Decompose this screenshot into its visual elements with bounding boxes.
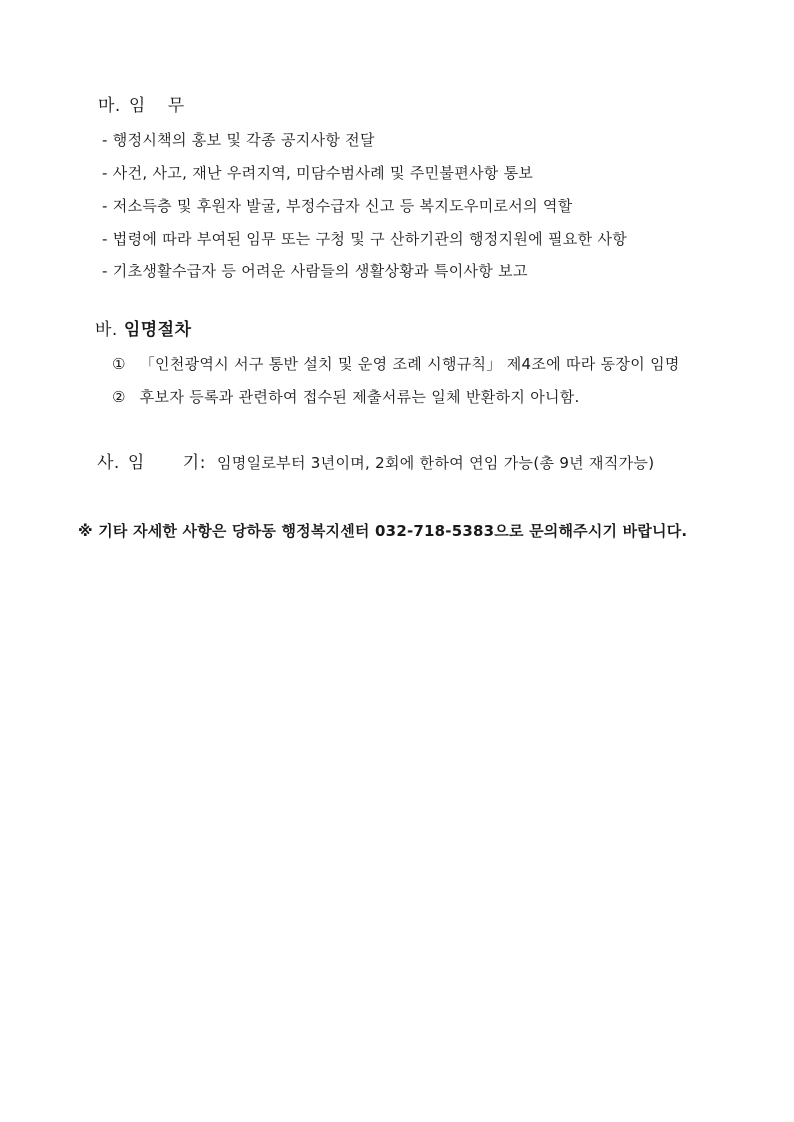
section-ba-item-text: 후보자 등록과 관련하여 접수된 제출서류는 일체 반환하지 아니함. <box>139 388 580 406</box>
section-ba-title: 임명절차 <box>123 320 192 340</box>
section-ma-title-part2: 무 <box>167 96 185 116</box>
section-ba-item <box>112 387 580 407</box>
section-sa-text: 임명일로부터 3년이며, 2회에 한하여 연임 가능(총 9년 재직가능) <box>217 454 655 472</box>
section-ma-item: - 기초생활수급자 등 어려운 사람들의 생활상황과 특이사항 보고 <box>102 262 528 280</box>
section-ma-item: - 행정시책의 홍보 및 각종 공지사항 전달 <box>102 131 375 149</box>
section-sa-title-part2: 기: <box>182 453 206 473</box>
section-ba-item-text: 「인천광역시 서구 통반 설치 및 운영 조례 시행규칙」 제4조에 따라 동장이 임명 <box>139 355 680 373</box>
section-ma-item: - 법령에 따라 부여된 임무 또는 구청 및 구 산하기관의 행정지원에 필요한 사항 <box>102 230 628 248</box>
section-sa-line <box>97 453 654 473</box>
section-ma-title-part1: 임 <box>128 96 146 116</box>
contact-notice: ※ 기타 자세한 사항은 당하동 행정복지센터 032-718-5383으로 문의해주시기 바랍니다. <box>78 522 688 540</box>
section-sa-title-part1: 임 <box>127 453 145 473</box>
section-ba-tag: 바. <box>95 320 118 340</box>
section-ba-heading <box>95 320 192 340</box>
section-ma-item: - 사건, 사고, 재난 우려지역, 미담수범사례 및 주민불편사항 통보 <box>102 164 534 182</box>
section-sa-heading <box>97 453 206 473</box>
circled-number-2: ② <box>112 388 126 406</box>
section-ba-item <box>112 354 680 374</box>
section-ma-tag: 마. <box>98 96 121 116</box>
section-sa-tag: 사. <box>97 453 120 473</box>
circled-number-1: ① <box>112 355 126 373</box>
section-ma-item: - 저소득층 및 후원자 발굴, 부정수급자 신고 등 복지도우미로서의 역할 <box>102 197 573 215</box>
section-ma-heading <box>98 96 185 116</box>
